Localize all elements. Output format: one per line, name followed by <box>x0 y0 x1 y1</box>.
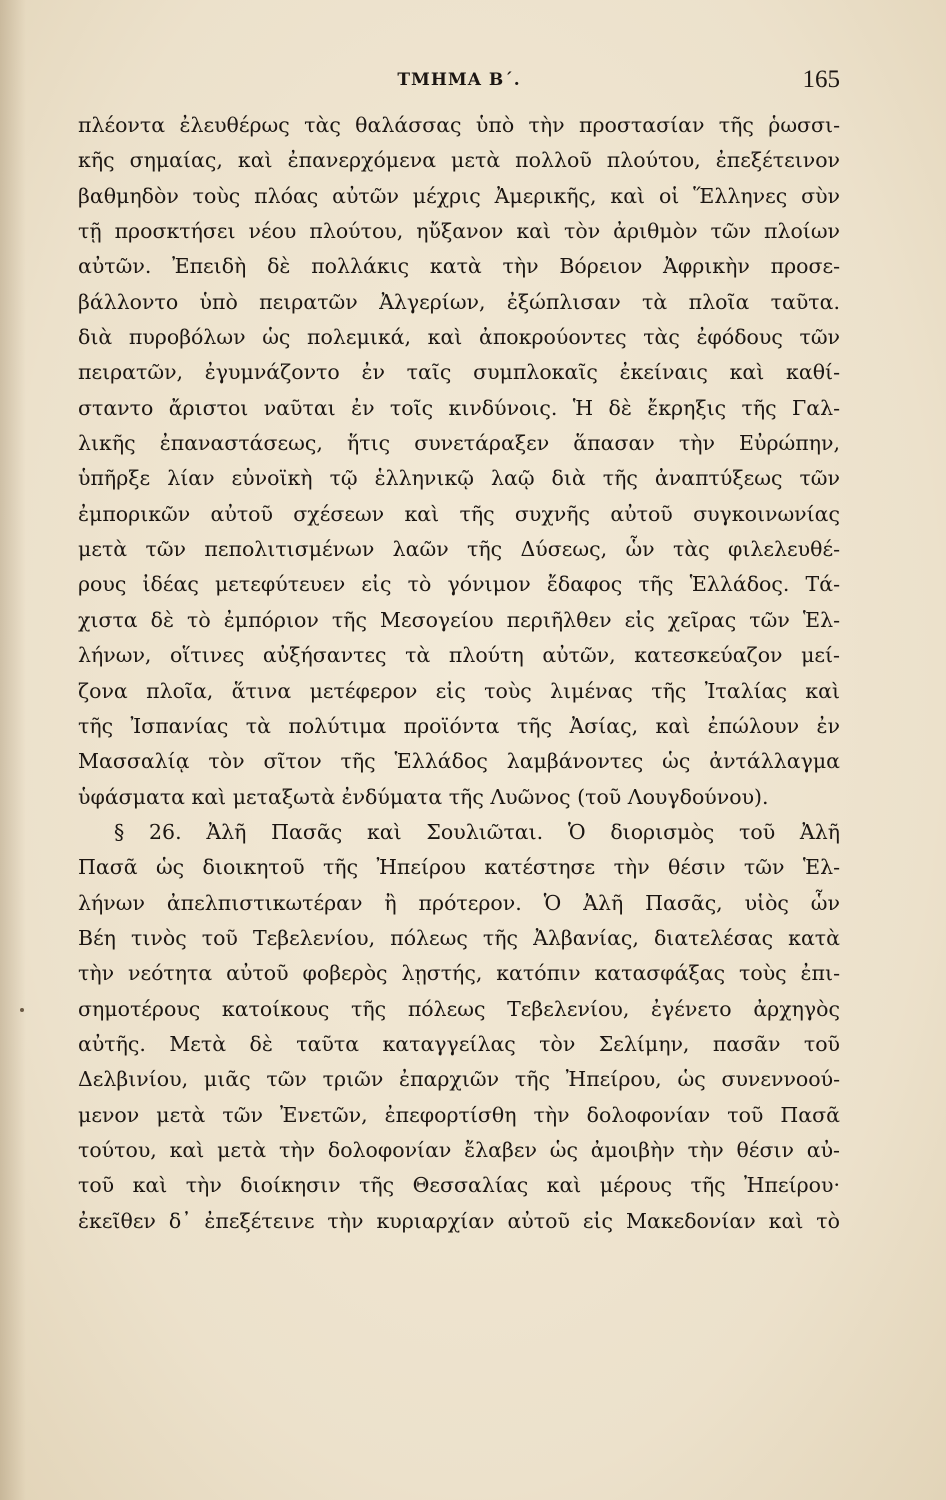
running-head: ΤΜΗΜΑ Β΄. <box>397 70 521 90</box>
text-line: ἐκεῖθεν δ᾽ ἐπεξέτεινε τὴν κυριαρχίαν αὐτοῦ εἰς Μακεδονίαν καὶ τὸ <box>78 1208 840 1233</box>
text-line: βάλλοντο ὑπὸ πειρατῶν Ἀλγερίων, ἐξώπλισαν τὰ πλοῖα ταῦτα. <box>78 289 840 314</box>
text-line: Μασσαλίᾳ τὸν σῖτον τῆς Ἑλλάδος λαμβάνοντες ὡς ἀντάλλαγμα <box>78 749 840 774</box>
text-line: πλέοντα ἐλευθέρως τὰς θαλάσσας ὑπὸ τὴν προστασίαν τῆς ῥωσσι- <box>78 113 840 137</box>
text-line: ἐμπορικῶν αὐτοῦ σχέσεων καὶ τῆς συχνῆς αὐτοῦ συγκοινωνίας <box>78 501 840 526</box>
text-line: Δελβινίου, μιᾶς τῶν τριῶν ἐπαρχιῶν τῆς Ἠπείρου, ὡς συνεννοού- <box>78 1067 840 1092</box>
text-line: τῇ προσκτήσει νέου πλούτου, ηὔξανον καὶ τὸν ἀριθμὸν τῶν πλοίων <box>78 219 840 244</box>
section-heading-line: § 26. Ἀλῆ Πασᾶς καὶ Σουλιῶται. Ὁ διορισμὸς τοῦ Ἀλῆ <box>114 819 840 844</box>
text-line: μενον μετὰ τῶν Ἐνετῶν, ἐπεφορτίσθη τὴν δολοφονίαν τοῦ Πασᾶ <box>78 1102 840 1127</box>
text-line: Πασᾶ ὡς διοικητοῦ τῆς Ἠπείρου κατέστησε τὴν θέσιν τῶν Ἑλ- <box>78 855 840 880</box>
page-number: 165 <box>802 66 840 93</box>
text-line: βαθμηδὸν τοὺς πλόας αὐτῶν μέχρις Ἀμερικῆς, καὶ οἱ Ἕλληνες σὺν <box>78 183 840 208</box>
text-line: λικῆς ἐπαναστάσεως, ἥτις συνετάραξεν ἅπασαν τὴν Εὐρώπην, <box>78 431 840 456</box>
text-line: μετὰ τῶν πεπολιτισμένων λαῶν τῆς Δύσεως, ὧν τὰς φιλελευθέ- <box>78 537 840 562</box>
text-line: Βέη τινὸς τοῦ Τεβελενίου, πόλεως τῆς Ἀλβανίας, διατελέσας κατὰ <box>78 925 840 950</box>
text-line: ὑπῆρξε λίαν εὐνοϊκὴ τῷ ἑλληνικῷ λαῷ διὰ τῆς ἀναπτύξεως τῶν <box>78 466 840 491</box>
body-text <box>78 108 840 1239</box>
text-line: τὴν νεότητα αὐτοῦ φοβερὸς λῃστής, κατόπιν κατασφάξας τοὺς ἐπι- <box>78 961 840 986</box>
text-line: πειρατῶν, ἐγυμνάζοντο ἐν ταῖς συμπλοκαῖς ἐκείναις καὶ καθί- <box>78 360 840 385</box>
text-line: ζονα πλοῖα, ἅτινα μετέφερον εἰς τοὺς λιμένας τῆς Ἰταλίας καὶ <box>78 678 840 703</box>
text-line: χιστα δὲ τὸ ἐμπόριον τῆς Μεσογείου περιῆλθεν εἰς χεῖρας τῶν Ἑλ- <box>78 607 840 632</box>
page-header <box>78 66 840 102</box>
text-line: ρους ἰδέας μετεφύτευεν εἰς τὸ γόνιμον ἔδαφος τῆς Ἑλλάδος. Τά- <box>78 572 840 597</box>
text-line: διὰ πυροβόλων ὡς πολεμικά, καὶ ἀποκρούοντες τὰς ἐφόδους τῶν <box>78 325 840 350</box>
text-line: κῆς σημαίας, καὶ ἐπανερχόμενα μετὰ πολλοῦ πλούτου, ἐπεξέτεινον <box>78 148 840 173</box>
text-line: αὐτῆς. Μετὰ δὲ ταῦτα καταγγείλας τὸν Σελίμην, πασᾶν τοῦ <box>78 1031 840 1056</box>
text-line: τῆς Ἰσπανίας τὰ πολύτιμα προϊόντα τῆς Ἀσίας, καὶ ἐπώλουν ἐν <box>78 713 840 738</box>
paragraph-last-line: ὑφάσματα καὶ μεταξωτὰ ἐνδύματα τῆς Λυῶνος (τοῦ Λουγδούνου). <box>78 784 769 809</box>
text-line: αὐτῶν. Ἐπειδὴ δὲ πολλάκις κατὰ τὴν Βόρειον Ἀφρικὴν προσε- <box>78 254 840 279</box>
text-line: λήνων, οἵτινες αὐξήσαντες τὰ πλούτη αὐτῶν, κατεσκεύαζον μεί- <box>78 643 840 668</box>
text-line: λήνων ἀπελπιστικωτέραν ἢ πρότερον. Ὁ Ἀλῆ Πασᾶς, υἱὸς ὧν <box>78 890 840 915</box>
text-line: σταντο ἄριστοι ναῦται ἐν τοῖς κινδύνοις. Ἡ δὲ ἔκρηξις τῆς Γαλ- <box>78 395 840 420</box>
text-line: τούτου, καὶ μετὰ τὴν δολοφονίαν ἔλαβεν ὡς ἀμοιβὴν τὴν θέσιν αὐ- <box>78 1137 840 1162</box>
gutter-shadow <box>0 0 26 1500</box>
text-line: τοῦ καὶ τὴν διοίκησιν τῆς Θεσσαλίας καὶ μέρους τῆς Ἠπείρου· <box>78 1173 840 1198</box>
text-line: σημοτέρους κατοίκους τῆς πόλεως Τεβελενίου, ἐγένετο ἀρχηγὸς <box>78 996 840 1021</box>
margin-mark <box>20 1008 24 1012</box>
